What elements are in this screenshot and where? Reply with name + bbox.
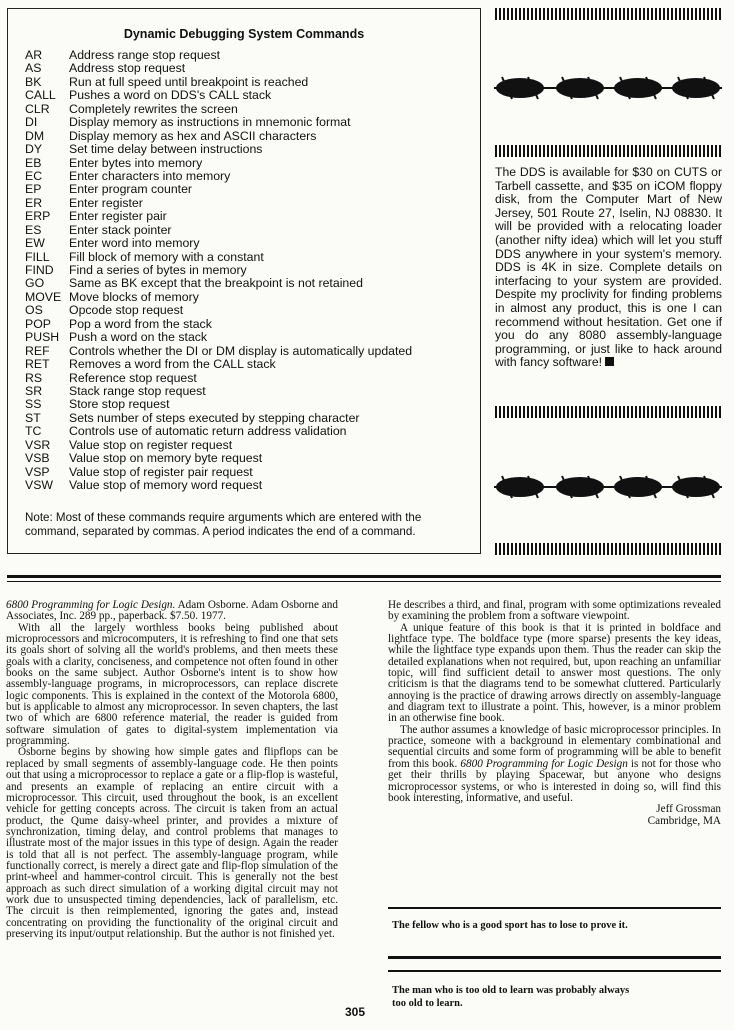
command-code: ER: [25, 195, 43, 210]
command-description: Pop a word from the stack: [69, 316, 212, 331]
command-row: [25, 224, 475, 237]
command-code: VSW: [25, 478, 54, 492]
command-description: Find a series of bytes in memory: [69, 263, 247, 277]
command-description: Enter bytes into memory: [69, 155, 203, 170]
command-code: EP: [25, 182, 42, 197]
command-description: Enter stack pointer: [69, 222, 172, 237]
filler-quote-2: The man who is too old to learn was probably always too old to learn.: [392, 985, 630, 1009]
reviewer-name: Jeff Grossman: [656, 803, 721, 816]
commands-note: Note: Most of these commands require arguments which are entered with the command, separated by commas. A period indicates the end of a command.: [25, 511, 422, 538]
commands-box-title: Dynamic Debugging System Commands: [123, 27, 365, 41]
command-row: [25, 452, 475, 465]
command-description: Enter register: [69, 195, 143, 210]
review-heading: [6, 600, 338, 623]
bug-chain-illustration-2: [492, 472, 724, 502]
decorative-bar-2: [495, 145, 722, 157]
command-description: Push a word on the stack: [69, 330, 208, 345]
command-row: [25, 89, 475, 102]
command-row: [25, 412, 475, 425]
review-paragraph-3: He describes a third, and final, program with some optimizations revealed by examining the problem from a software viewpoint.: [388, 599, 721, 623]
command-code: PUSH: [25, 330, 60, 345]
command-code: ST: [25, 410, 41, 425]
command-row: [25, 251, 475, 264]
command-description: Address stop request: [69, 61, 186, 76]
command-code: AS: [25, 61, 42, 76]
command-row: [25, 62, 475, 75]
command-description: Enter word into memory: [69, 236, 200, 251]
command-row: [25, 372, 475, 385]
command-code: EC: [25, 168, 43, 183]
filler-rule-top-1: [388, 907, 721, 909]
filler-quote-1: The fellow who is a good sport has to lose to prove it.: [392, 920, 628, 931]
command-description: Opcode stop request: [69, 303, 184, 318]
command-description: Value stop on register request: [69, 437, 233, 452]
command-code: POP: [25, 316, 51, 331]
command-row: [25, 183, 475, 196]
command-code: GO: [25, 276, 45, 291]
decorative-bar-4: [495, 543, 722, 555]
command-description: Enter characters into memory: [69, 168, 231, 183]
command-row: [25, 345, 475, 358]
section-rule-thin: [7, 581, 721, 582]
command-row: [25, 264, 475, 277]
command-code: REF: [25, 343, 50, 358]
command-row: [25, 439, 475, 452]
command-row: [25, 331, 475, 344]
review-p5-title: 6800 Programming for Logic Design: [460, 757, 628, 770]
command-code: RET: [25, 357, 50, 372]
command-row: [25, 76, 475, 89]
command-row: [25, 49, 475, 62]
review-column-right: [388, 600, 721, 827]
command-code: ES: [25, 222, 42, 237]
command-row: [25, 143, 475, 156]
command-code: ERP: [25, 209, 51, 224]
review-paragraph-5: [388, 725, 721, 804]
filler-rule-bottom-1: [388, 956, 721, 959]
command-code: EW: [25, 236, 45, 251]
command-description: Stack range stop request: [69, 383, 206, 398]
command-code: MOVE: [25, 289, 62, 304]
command-row: [25, 210, 475, 223]
command-description: Sets number of steps executed by stepping character: [69, 410, 360, 425]
review-column-left: [6, 600, 338, 940]
command-description: Enter register pair: [69, 209, 167, 224]
command-code: SR: [25, 383, 43, 398]
filler-rule-top-2: [388, 970, 721, 972]
command-row: [25, 466, 475, 479]
command-code: BK: [25, 74, 42, 89]
command-description: Display memory as hex and ASCII characters: [69, 128, 317, 143]
command-code: EB: [25, 155, 42, 170]
command-row: [25, 103, 475, 116]
dds-availability-sidebar: [495, 166, 722, 370]
command-description: Fill block of memory with a constant: [69, 249, 264, 264]
command-row: [25, 398, 475, 411]
bug-chain-illustration-1: [492, 73, 724, 103]
command-code: FILL: [25, 249, 50, 264]
command-description: Display memory as instructions in mnemonic format: [69, 115, 351, 130]
command-row: [25, 116, 475, 129]
command-row: [25, 170, 475, 183]
review-paragraph-1: With all the largely worthless books being published about microprocessors and microcomputers, it is refreshing to find one that sets its goals short of solving all the world's problems, and then meets these goals with a clarity, conciseness, and competence not often found in other books on the same subject. Author Osborne's intent is to show how assembly-language programs, in microprocessors, can replace discrete logic components. This is explained in the context of the Motorola 6800, but is applicable to almost any microprocessor. In seven chapters, the last two of which are 6800 reference material, the reader is guided from software simulation of gates to digital-system implementation via programming.: [6, 621, 338, 748]
command-description: Same as BK except that the breakpoint is not retained: [69, 276, 363, 291]
command-row: [25, 237, 475, 250]
end-mark-icon: [605, 357, 614, 366]
command-row: [25, 318, 475, 331]
command-code: DY: [25, 142, 43, 157]
section-rule-thick: [7, 575, 721, 578]
review-paragraph-4: A unique feature of this book is that it is printed in boldface and lightface type. The boldface type (more sparse) presents the key ideas, while the lightface type expands upon them. Thus the reader can skip the detailed explanations when not required, but, upon reaching an unfamiliar topic, will find sufficient detail to answer most questions. The only criticism is that the diagrams tend to be somewhat cluttered. Particularly annoying is the practice of drawing arrows directly on assembly-language and diagram text to illustrate a point. This, however, is a minor problem in an otherwise fine book.: [388, 621, 721, 725]
command-description: Move blocks of memory: [69, 289, 199, 304]
command-description: Pushes a word on DDS's CALL stack: [69, 88, 272, 103]
command-description: Store stop request: [69, 397, 170, 412]
command-description: Value stop of memory word request: [69, 478, 263, 492]
command-row: [25, 277, 475, 290]
command-code: CLR: [25, 101, 50, 116]
commands-list: [25, 49, 475, 492]
book-citation: Adam Osborne. Adam Osborne and Associates, Inc. 289 pp., paperback. $7.50. 1977.: [6, 599, 338, 623]
command-description: Set time delay between instructions: [69, 142, 263, 157]
sidebar-text: The DDS is available for $30 on CUTS or Tarbell cassette, and $35 on iCOM floppy disk, from the Computer Mart of New Jersey, 501 Route 27, Iselin, NJ 08830. It will be provided with a relocating loader (another nifty idea) which will let you stuff DDS anywhere in your system's memory. DDS is 4K in size. Complete details on interfacing to your system are provided. Despite my proclivity for finding problems in almost any product, this is one I can recommend without hesitation. Get one if you do any 8080 assembly-language programming, or just like to hack around with fancy software!: [495, 165, 722, 370]
command-code: RS: [25, 370, 43, 385]
command-description: Controls use of automatic return address validation: [69, 424, 347, 439]
review-paragraph-2: Osborne begins by showing how simple gates and flipflops can be replaced by small segments of assembly-language code. He then points out that using a microprocessor to replace a gate or a flip-flop is wasteful, and presents an example of replacing an entire circuit with a microprocessor. This circuit, used throughout the book, is an excellent vehicle for getting concepts across. The circuit is taken from an actual product, the Qume daisy-wheel printer, and provides a mixture of synchronization, timing delay, and control problems that manages to illustrate most of the major issues in this type of design. Again the reader is told that all is not perfect. The assembly-language program, while functionally correct, is merely a direct gate and flip-flop simulation of the print-wheel and hammer-control circuit. This is generally not the best approach as such direct simulation of a working digital circuit may not work due to unsuspected timing dependencies, lack of parallelism, etc. The circuit is then reimplemented, ignoring the gates and, instead concentrating on providing the functionality of the original circuit and preserving its input/output relationship. But the author is not finished yet.: [6, 746, 338, 940]
command-code: TC: [25, 424, 42, 439]
command-row: [25, 130, 475, 143]
command-row: [25, 157, 475, 170]
decorative-bar-3: [495, 406, 722, 418]
command-code: FIND: [25, 263, 54, 277]
command-description: Address range stop request: [69, 48, 221, 62]
command-code: VSP: [25, 464, 50, 479]
command-code: VSR: [25, 437, 51, 452]
command-row: [25, 291, 475, 304]
command-code: CALL: [25, 88, 56, 103]
command-description: Removes a word from the CALL stack: [69, 357, 276, 372]
command-row: [25, 425, 475, 438]
command-code: DI: [25, 115, 38, 130]
command-code: SS: [25, 397, 42, 412]
review-p5-end: is not for those who get their thrills by playing Spacewar, but anyone who designs microprocessor systems, or who is interested in doing so, will find this book interesting, informative, and useful.: [388, 757, 721, 804]
command-row: [25, 385, 475, 398]
command-description: Enter program counter: [69, 182, 193, 197]
command-code: VSB: [25, 451, 50, 466]
command-row: [25, 197, 475, 210]
command-description: Value stop on memory byte request: [69, 451, 263, 466]
command-code: OS: [25, 303, 43, 318]
command-row: [25, 304, 475, 317]
reviewer-location: Cambridge, MA: [647, 814, 721, 827]
command-row: [25, 358, 475, 371]
command-description: Completely rewrites the screen: [69, 101, 238, 116]
decorative-bar-1: [495, 8, 722, 20]
command-code: AR: [25, 48, 43, 62]
command-description: Value stop of register pair request: [69, 464, 253, 479]
command-description: Run at full speed until breakpoint is reached: [69, 74, 309, 89]
command-row: [25, 479, 475, 492]
commands-box: [7, 8, 481, 554]
page-number: 305: [345, 1005, 366, 1019]
command-description: Controls whether the DI or DM display is automatically updated: [69, 343, 413, 358]
review-p5-start: The author assumes a knowledge of basic microprocessor principles. In practice, someone with a background in elementary combinational and sequential circuits and some form of programming will be able to benefit from this book.: [388, 723, 721, 770]
command-description: Reference stop request: [69, 370, 197, 385]
book-title: 6800 Programming for Logic Design.: [6, 599, 176, 611]
command-code: DM: [25, 128, 45, 143]
